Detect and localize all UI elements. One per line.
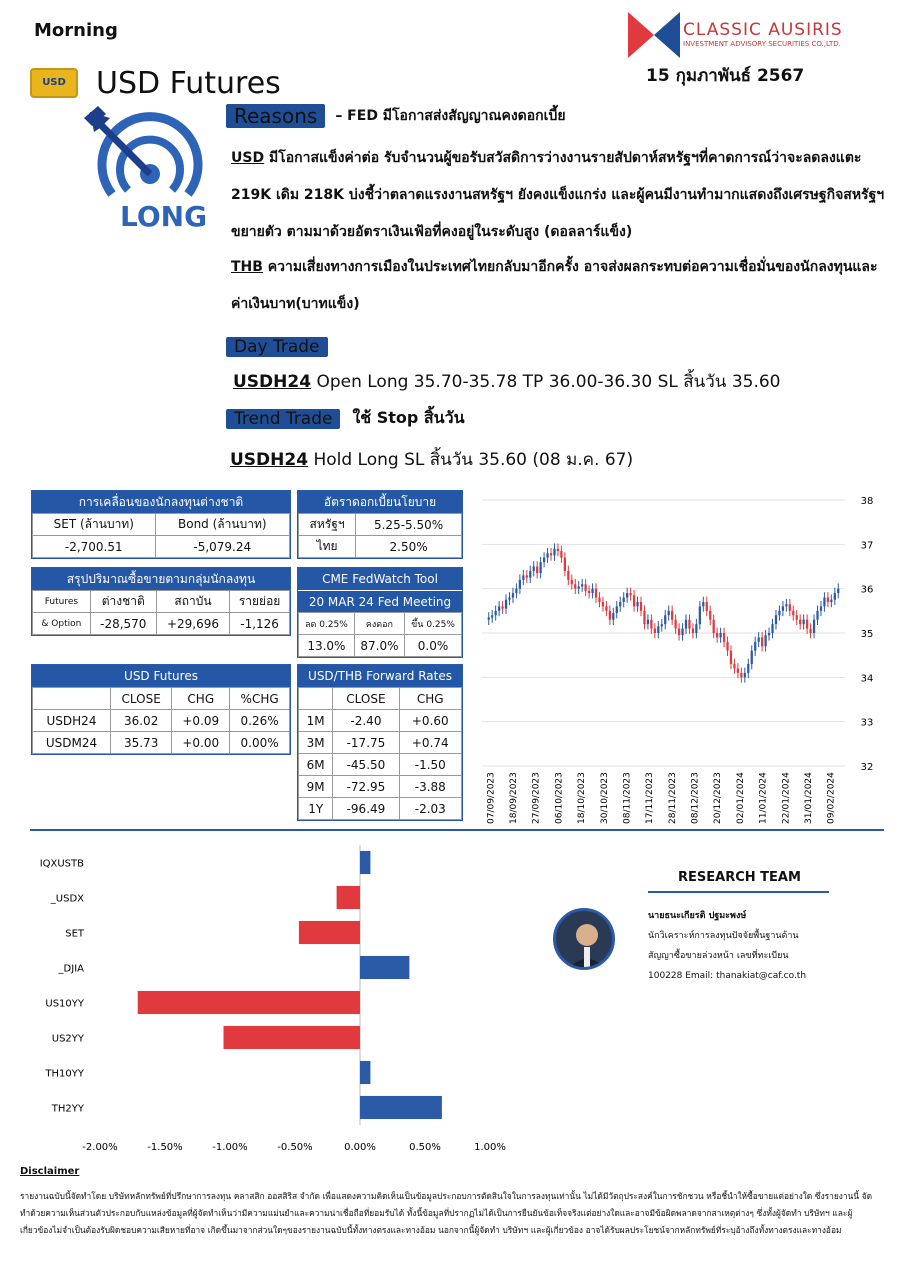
day-trade-line <box>233 368 781 395</box>
candle-body <box>799 620 801 624</box>
is-h1: ต่างชาติ <box>90 591 156 613</box>
category-label: TH2YY <box>51 1103 84 1115</box>
candle-body <box>560 551 562 558</box>
candle-body <box>581 584 583 586</box>
is-v1: -28,570 <box>90 613 156 635</box>
policy-rate-table <box>297 490 463 559</box>
candle-body <box>668 611 670 615</box>
is-row-label-2: & Option <box>33 613 91 635</box>
x-tick-label: 27/09/2023 <box>531 772 542 824</box>
uf-r0-pct: 0.26% <box>230 710 290 732</box>
candle-body <box>692 629 694 633</box>
candle-body <box>806 620 808 629</box>
candle-body <box>733 664 735 668</box>
pr-r1-val: 5.25-5.50% <box>356 514 462 536</box>
uf-r0-name: USDH24 <box>33 710 111 732</box>
candle-body <box>785 604 787 606</box>
candle-body <box>768 633 770 635</box>
candle-body <box>778 611 780 615</box>
candle-body <box>495 611 497 615</box>
candle-body <box>830 600 832 602</box>
uf-h3: %CHG <box>230 688 290 710</box>
candle-body <box>754 642 756 651</box>
candle-body <box>498 606 500 610</box>
bar <box>138 991 360 1014</box>
x-tick-label: 28/11/2023 <box>667 772 678 824</box>
usd-paragraph <box>231 140 891 251</box>
candle-body <box>796 615 798 619</box>
pr-r2-name: ไทย <box>299 536 356 558</box>
is-v3: -1,126 <box>230 613 290 635</box>
x-tick-label: 08/11/2023 <box>622 772 633 824</box>
analyst-name: นายธนะเกียรติ ปฐมะพงษ์ <box>648 911 747 921</box>
y-tick-label: 38 <box>860 496 874 507</box>
uf-r1-name: USDM24 <box>33 732 111 754</box>
company-subtitle: INVESTMENT ADVISORY SECURITIES CO.,LTD. <box>683 40 841 48</box>
candle-body <box>764 635 766 646</box>
candle-body <box>553 549 555 556</box>
bar <box>360 851 370 874</box>
forward-rates-table <box>297 664 463 821</box>
candle-body <box>709 611 711 620</box>
candle-body <box>616 606 618 613</box>
uf-r1-pct: 0.00% <box>230 732 290 754</box>
candle-body <box>629 593 631 595</box>
candle-body <box>695 624 697 633</box>
fr-r2-tenor: 6M <box>299 754 333 776</box>
usd-futures-logo <box>30 68 78 98</box>
candle-body <box>809 629 811 633</box>
thb-tag: THB <box>231 259 263 275</box>
ff-v2: -5,079.24 <box>155 536 289 558</box>
candle-body <box>813 620 815 633</box>
table-row <box>299 754 462 776</box>
fr-r3-tenor: 9M <box>299 776 333 798</box>
fr-h1: CLOSE <box>333 688 399 710</box>
candle-body <box>771 624 773 633</box>
candle-body <box>716 633 718 637</box>
category-label: _USDX <box>50 893 84 905</box>
candle-body <box>713 620 715 633</box>
candle-body <box>491 615 493 617</box>
candle-body <box>751 651 753 664</box>
x-tick-label: 08/12/2023 <box>690 772 701 824</box>
trend-trade-tag: Trend Trade <box>226 409 340 429</box>
x-tick-label: 11/01/2024 <box>758 772 769 824</box>
fedwatch-meeting: 20 MAR 24 Fed Meeting <box>298 590 462 612</box>
candle-body <box>522 575 524 579</box>
usd-text: มีโอกาสแข็งค่าต่อ รับจำนวนผู้ขอรับสวัสดิการว่างงานรายสัปดาห์สหรัฐฯที่คาดการณ์ว่าจะลดลงแตะ 219K เดิม 218K บ่งชี้ว่าตลาดแรงงานสหรัฐฯ ยังคงแข็งแกร่ง และผู้คนมีงานทำมากแสดงถึงเศรษฐกิจสหรัฐฯขยายตัว ตามมาด้วยอัตราเงินเฟ้อที่คงอยู่ในระดับสูง (ดอลลาร์แข็ง) <box>231 150 885 240</box>
table-row <box>299 776 462 798</box>
candle-body <box>602 602 604 606</box>
trend-trade-text: Hold Long SL สิ้นวัน 35.60 (08 ม.ค. 67) <box>308 450 634 470</box>
x-tick-label: 09/02/2024 <box>826 772 837 824</box>
x-tick-label: -1.50% <box>147 1142 183 1153</box>
position-long: LONG <box>120 200 208 233</box>
candle-body <box>657 626 659 633</box>
asset-change-bar-chart <box>20 840 540 1160</box>
candle-body <box>827 598 829 602</box>
research-divider <box>648 891 829 893</box>
candle-body <box>761 637 763 646</box>
candle-body <box>550 553 552 555</box>
candle-body <box>578 586 580 588</box>
candle-body <box>605 606 607 610</box>
ff-h1: SET (ล้านบาท) <box>33 514 156 536</box>
candle-body <box>699 606 701 624</box>
x-tick-label: 17/11/2023 <box>645 772 656 824</box>
usd-logo-text: USD <box>42 77 66 88</box>
bar <box>360 1096 442 1119</box>
ff-h2: Bond (ล้านบาท) <box>155 514 289 536</box>
fw-h3: ขึ้น 0.25% <box>405 613 462 635</box>
pr-r1-name: สหรัฐฯ <box>299 514 356 536</box>
trend-trade-symbol: USDH24 <box>230 450 309 470</box>
candle-body <box>567 571 569 580</box>
disclaimer-title: Disclaimer <box>20 1166 80 1177</box>
candle-body <box>536 567 538 574</box>
candle-body <box>619 602 621 606</box>
candle-body <box>640 602 642 611</box>
company-logo <box>628 12 680 58</box>
candle-body <box>837 589 839 593</box>
uf-h1: CLOSE <box>110 688 171 710</box>
morning-label: Morning <box>34 20 118 41</box>
fedwatch-title: CME FedWatch Tool <box>298 568 462 590</box>
day-trade-tag: Day Trade <box>226 337 328 357</box>
candle-body <box>719 633 721 637</box>
trend-trade-note: ใช้ Stop สิ้นวัน <box>352 408 465 427</box>
foreign-flow-table <box>31 490 291 559</box>
candle-body <box>737 668 739 672</box>
fedwatch-table <box>297 567 463 658</box>
candle-body <box>643 611 645 624</box>
x-tick-label: 20/12/2023 <box>713 772 724 824</box>
uf-r0-close: 36.02 <box>110 710 171 732</box>
fr-r0-close: -2.40 <box>333 710 399 732</box>
candle-body <box>740 673 742 677</box>
x-tick-label: 18/10/2023 <box>577 772 588 824</box>
policy-rate-title: อัตราดอกเบี้ยนโยบาย <box>298 491 462 513</box>
uf-r1-close: 35.73 <box>110 732 171 754</box>
fw-h2: คงดอก <box>354 613 404 635</box>
bar <box>224 1026 361 1049</box>
category-label: TH10YY <box>45 1068 84 1080</box>
candle-body <box>595 589 597 598</box>
ff-v1: -2,700.51 <box>33 536 156 558</box>
forward-title: USD/THB Forward Rates <box>298 665 462 687</box>
bar <box>360 1061 370 1084</box>
fr-r4-close: -96.49 <box>333 798 399 820</box>
candle-body <box>671 611 673 620</box>
fr-r2-chg: -1.50 <box>399 754 461 776</box>
is-h2: สถาบัน <box>156 591 229 613</box>
candle-body <box>571 580 573 584</box>
candle-body <box>775 615 777 624</box>
y-tick-label: 35 <box>860 629 874 640</box>
table-row <box>33 732 290 754</box>
analyst-role-1: นักวิเคราะห์การลงทุนปัจจัยพื้นฐานด้าน <box>648 931 799 941</box>
candle-body <box>623 598 625 602</box>
page-title: USD Futures <box>96 66 281 101</box>
uf-h2: CHG <box>172 688 230 710</box>
candle-body <box>803 620 805 624</box>
research-info <box>648 906 806 986</box>
table-row <box>299 732 462 754</box>
x-tick-label: 30/10/2023 <box>599 772 610 824</box>
report-date: 15 กุมภาพันธ์ 2567 <box>646 66 805 86</box>
bar <box>337 886 360 909</box>
x-tick-label: 1.00% <box>474 1142 506 1153</box>
fr-r2-close: -45.50 <box>333 754 399 776</box>
x-tick-label: -2.00% <box>82 1142 118 1153</box>
candle-body <box>501 606 503 608</box>
candle-body <box>747 664 749 673</box>
candle-body <box>789 604 791 611</box>
candle-body <box>519 580 521 589</box>
candle-body <box>816 611 818 620</box>
candle-body <box>557 549 559 551</box>
y-tick-label: 37 <box>860 540 874 552</box>
fr-r4-tenor: 1Y <box>299 798 333 820</box>
investor-summary-table <box>31 567 291 636</box>
candle-body <box>526 575 528 577</box>
candle-body <box>591 589 593 593</box>
candle-body <box>585 584 587 591</box>
is-row-label-1: Futures <box>33 591 91 613</box>
candle-body <box>744 673 746 677</box>
fr-r0-tenor: 1M <box>299 710 333 732</box>
pr-r2-val: 2.50% <box>356 536 462 558</box>
fr-r1-close: -17.75 <box>333 732 399 754</box>
candle-body <box>612 613 614 620</box>
usd-candlestick-chart <box>470 488 890 828</box>
disclaimer-text: รายงานฉบับนี้จัดทำโดย บริษัทหลักทรัพย์ที่ปรึกษาการลงทุน คลาสสิก ออสสิริส จำกัด เพื่อแสดงความคิดเห็นเป็นข้อมูลประกอบการตัดสินใจในการลงทุนเท่านั้น ไม่ได้มีวัตถุประสงค์ในการชักชวน หรือชี้นำให้ซื้อขายแต่อย่างใด ซึ่งรายงานนี้ จัดทำด้วยความเห็นส่วนตัวประกอบกับแหล่งข้อมูลที่ผู้จัดทำเห็นว่ามีความแม่นยำและความน่าเชื่อถือที่ยอมรับได้ ทั้งนี้ข้อมูลที่ปรากฏไม่ได้เป็นการยืนยันข้อเท็จจริงแต่อย่างใดและอาจมีข้อผิดพลาดจากสาเหตุต่างๆ ซึ่งทั้งผู้จัดทำ บริษัทฯ และผู้เกี่ยวข้องไม่จำเป็นต้องรับผิดชอบความเสียหายที่อาจ เกิดขึ้นมาจากส่วนใดๆของรายงานฉบับนี้ทั้งทางตรงและทางอ้อม นอกจากนี้ผู้จัดทำ บริษัทฯ และผู้เกี่ยวข้อง อาจได้รับผลประโยชน์จากหลักทรัพย์ที่ระบุอ้างถึงทั้งทางตรงและทางอ้อม <box>20 1191 873 1235</box>
candle-body <box>650 620 652 629</box>
fr-r3-close: -72.95 <box>333 776 399 798</box>
reasons-headline: – FED มีโอกาสส่งสัญญาณคงดอกเบี้ย <box>335 108 566 124</box>
candle-body <box>533 567 535 571</box>
candle-body <box>633 595 635 606</box>
candle-body <box>726 642 728 651</box>
candle-body <box>823 598 825 607</box>
candle-body <box>820 606 822 610</box>
trend-trade-line <box>230 446 633 473</box>
fw-v1: 13.0% <box>299 635 355 657</box>
x-tick-label: -1.00% <box>212 1142 248 1153</box>
candle-body <box>758 637 760 641</box>
bar <box>360 956 409 979</box>
candle-body <box>529 571 531 578</box>
candle-body <box>512 593 514 597</box>
usd-tag: USD <box>231 150 265 166</box>
investor-summary-title: สรุปปริมาณซื้อขายตามกลุ่มนักลงทุน <box>32 568 290 590</box>
fr-r1-chg: +0.74 <box>399 732 461 754</box>
fr-r4-chg: -2.03 <box>399 798 461 820</box>
uf-r1-chg: +0.00 <box>172 732 230 754</box>
category-label: SET <box>65 928 84 940</box>
table-row <box>299 798 462 820</box>
fw-v3: 0.0% <box>405 635 462 657</box>
table-row <box>33 710 290 732</box>
candle-body <box>515 589 517 593</box>
candle-body <box>588 591 590 593</box>
day-trade-symbol: USDH24 <box>233 372 312 392</box>
thb-paragraph <box>231 249 891 323</box>
candle-body <box>661 624 663 626</box>
candle-body <box>723 633 725 642</box>
section-divider <box>30 829 884 831</box>
x-tick-label: 0.50% <box>409 1142 441 1153</box>
candle-body <box>792 611 794 615</box>
x-tick-label: 07/09/2023 <box>486 772 497 824</box>
category-label: _DJIA <box>58 963 84 975</box>
fr-r0-chg: +0.60 <box>399 710 461 732</box>
candle-body <box>508 598 510 600</box>
candle-body <box>540 562 542 573</box>
y-tick-label: 36 <box>860 584 874 596</box>
foreign-flow-title: การเคลื่อนของนักลงทุนต่างชาติ <box>32 491 290 513</box>
bar <box>299 921 360 944</box>
candle-body <box>488 617 490 619</box>
candle-body <box>598 598 600 602</box>
candle-body <box>782 606 784 610</box>
x-tick-label: 0.00% <box>344 1142 376 1153</box>
day-trade-text: Open Long 35.70-35.78 TP 36.00-36.30 SL สิ้นวัน 35.60 <box>311 372 781 392</box>
target-icon <box>84 102 204 202</box>
candle-body <box>609 611 611 620</box>
is-v2: +29,696 <box>156 613 229 635</box>
usd-futures-table <box>31 664 291 755</box>
fr-h2: CHG <box>399 688 461 710</box>
category-label: US10YY <box>45 998 84 1010</box>
candle-body <box>574 584 576 588</box>
thb-text: ความเสี่ยงทางการเมืองในประเทศไทยกลับมาอีกครั้ง อาจส่งผลกระทบต่อความเชื่อมั่นของนักลงทุนและค่าเงินบาท(บาทแข็ง) <box>231 259 878 312</box>
is-h3: รายย่อย <box>230 591 290 613</box>
x-tick-label: 02/01/2024 <box>735 772 746 824</box>
candle-body <box>636 602 638 606</box>
category-label: US2YY <box>51 1033 84 1045</box>
usd-futures-title: USD Futures <box>32 665 290 687</box>
candle-body <box>654 629 656 633</box>
candle-body <box>543 558 545 562</box>
fr-r1-tenor: 3M <box>299 732 333 754</box>
analyst-contact: 100228 Email: thanakiat@caf.co.th <box>648 971 807 981</box>
x-tick-label: 18/09/2023 <box>509 772 520 824</box>
candle-body <box>546 553 548 557</box>
avatar <box>553 908 615 970</box>
fw-h1: ลด 0.25% <box>299 613 355 635</box>
candle-body <box>647 620 649 624</box>
candle-body <box>685 620 687 629</box>
candle-body <box>564 558 566 571</box>
x-tick-label: 31/01/2024 <box>803 772 814 824</box>
candle-body <box>834 593 836 600</box>
research-team-title: RESEARCH TEAM <box>678 870 801 885</box>
table-row <box>299 710 462 732</box>
y-tick-label: 34 <box>860 673 874 685</box>
x-tick-label: 06/10/2023 <box>554 772 565 824</box>
candle-body <box>626 593 628 597</box>
candle-body <box>688 620 690 629</box>
candle-body <box>674 620 676 629</box>
candle-body <box>664 615 666 624</box>
company-name: CLASSIC AUSIRIS <box>683 20 843 40</box>
fr-r3-chg: -3.88 <box>399 776 461 798</box>
candle-body <box>730 651 732 664</box>
candle-body <box>706 602 708 611</box>
x-tick-label: -0.50% <box>277 1142 313 1153</box>
x-tick-label: 22/01/2024 <box>781 772 792 824</box>
category-label: IQXUSTB <box>39 858 84 870</box>
candle-body <box>678 629 680 636</box>
candle-body <box>505 600 507 609</box>
y-tick-label: 32 <box>860 762 874 773</box>
reasons-tag: Reasons <box>226 104 325 128</box>
y-tick-label: 33 <box>860 717 874 729</box>
uf-r0-chg: +0.09 <box>172 710 230 732</box>
analyst-role-2: สัญญาซื้อขายล่วงหน้า เลขที่ทะเบียน <box>648 951 789 961</box>
candle-body <box>702 602 704 606</box>
candle-body <box>681 629 683 636</box>
fw-v2: 87.0% <box>354 635 404 657</box>
